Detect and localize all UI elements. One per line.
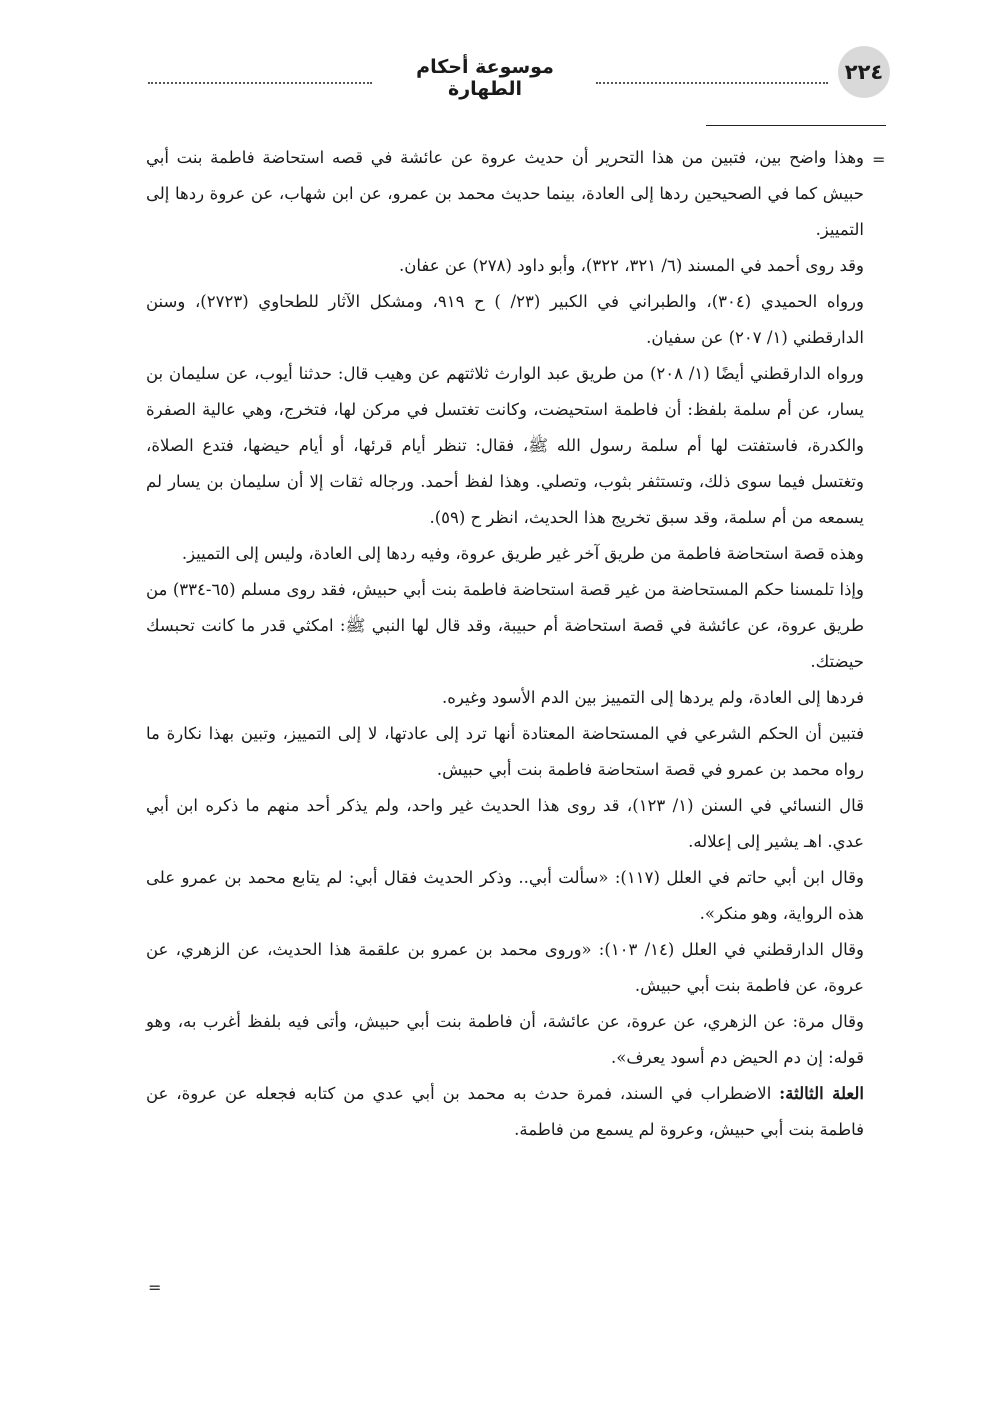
paragraph: قال النسائي في السنن (١/ ١٢٣)، قد روى هذا الحديث غير واحد، ولم يذكر أحد منهم ما ذكره ابن أبي عدي. اهـ يشير إلى إعلاله.	[146, 796, 865, 851]
paragraph: وقال الدارقطني في العلل (١٤/ ١٠٣): «وروى محمد بن عمرو بن علقمة هذا الحديث، عن الزهري، عن عروة، عن فاطمة بنت أبي حبيش.	[146, 940, 865, 995]
third-defect-label: العلة الثالثة:	[779, 1084, 864, 1103]
paragraph: وإذا تلمسنا حكم المستحاضة من غير قصة استحاضة فاطمة بنت أبي حبيش، فقد روى مسلم (٦٥-٣٣٤) من طريق عروة، عن عائشة في قصة استحاضة أم حبيبة، وقد قال لها النبي ﷺ: امكثي قدر ما كانت تحبسك حيضتك.	[146, 580, 864, 671]
header-dotted-leader-left	[148, 82, 372, 84]
paragraph: ورواه الدارقطني أيضًا (١/ ٢٠٨) من طريق عبد الوارث ثلاثتهم عن وهيب قال: حدثنا أيوب، عن سليمان بن يسار، عن أم سلمة بلفظ: أن فاطمة استحيضت، وكانت تغتسل في مركن لها، فتخرج، وهي عالية الصفرة والكدرة، فاستفتت لها أم سلمة رسول الله ﷺ، فقال: تنظر أيام قرئها، أو أيام حيضها، فتدع الصلاة، وتغتسل فيما سوى ذلك، وتستثفر بثوب، وتصلي. وهذا لفظ أحمد. ورجاله ثقات إلا أن سليمان بن يسار لم يسمعه من أم سلمة، وقد سبق تخريج هذا الحديث، انظر ح (٥٩).	[146, 364, 864, 527]
paragraph: وقال ابن أبي حاتم في العلل (١١٧): «سألت أبي.. وذكر الحديث فقال أبي: لم يتابع محمد بن عمرو على هذه الرواية، وهو منكر».	[146, 868, 864, 923]
paragraph: فردها إلى العادة، ولم يردها إلى التمييز بين الدم الأسود وغيره.	[442, 688, 864, 707]
footnote-separator	[706, 125, 886, 126]
paragraph: وقال مرة: عن الزهري، عن عروة، عن عائشة، أن فاطمة بنت أبي حبيش، وأتى فيه بلفظ أغرب به، وهو قوله: إن دم الحيض دم أسود يعرف».	[146, 1012, 864, 1067]
page-header	[140, 44, 890, 100]
footnote-body	[146, 140, 864, 1148]
third-defect-text: الاضطراب في السند، فمرة حدث به محمد بن أبي عدي من كتابه فجعله عن عروة، عن فاطمة بنت أبي حبيش، وعروة لم يسمع من فاطمة.	[146, 1084, 864, 1139]
paragraph: ورواه الحميدي (٣٠٤)، والطبراني في الكبير (٢٣/ ) ح ٩١٩، ومشكل الآثار للطحاوي (٢٧٢٣)، وسنن الدارقطني (١/ ٢٠٧) عن سفيان.	[146, 292, 864, 347]
continuation-marker-top: =	[872, 150, 886, 169]
paragraph-third-defect	[146, 1076, 864, 1148]
page-number: ٢٢٤	[838, 46, 890, 98]
paragraph: وهذا واضح بين، فتبين من هذا التحرير أن حديث عروة عن عائشة في قصه استحاضة فاطمة بنت أبي حبيش كما في الصحيحين ردها إلى العادة، بينما حديث محمد بن عمرو، عن ابن شهاب، عن عروة ردها إلى التمييز.	[146, 148, 864, 239]
paragraph: فتبين أن الحكم الشرعي في المستحاضة المعتادة أنها ترد إلى عادتها، لا إلى التمييز، وتبين بهذا نكارة ما رواه محمد بن عمرو في قصة استحاضة فاطمة بنت أبي حبيش.	[146, 724, 864, 779]
paragraph: وهذه قصة استحاضة فاطمة من طريق آخر غير طريق عروة، وفيه ردها إلى العادة، وليس إلى التمييز.	[181, 544, 864, 563]
book-title: موسوعة أحكام الطهارة	[416, 56, 554, 100]
continuation-marker-bottom: =	[148, 1278, 162, 1297]
header-dotted-leader-right	[596, 82, 828, 84]
paragraph: وقد روى أحمد في المسند (٦/ ٣٢١، ٣٢٢)، وأبو داود (٢٧٨) عن عفان.	[399, 256, 864, 275]
